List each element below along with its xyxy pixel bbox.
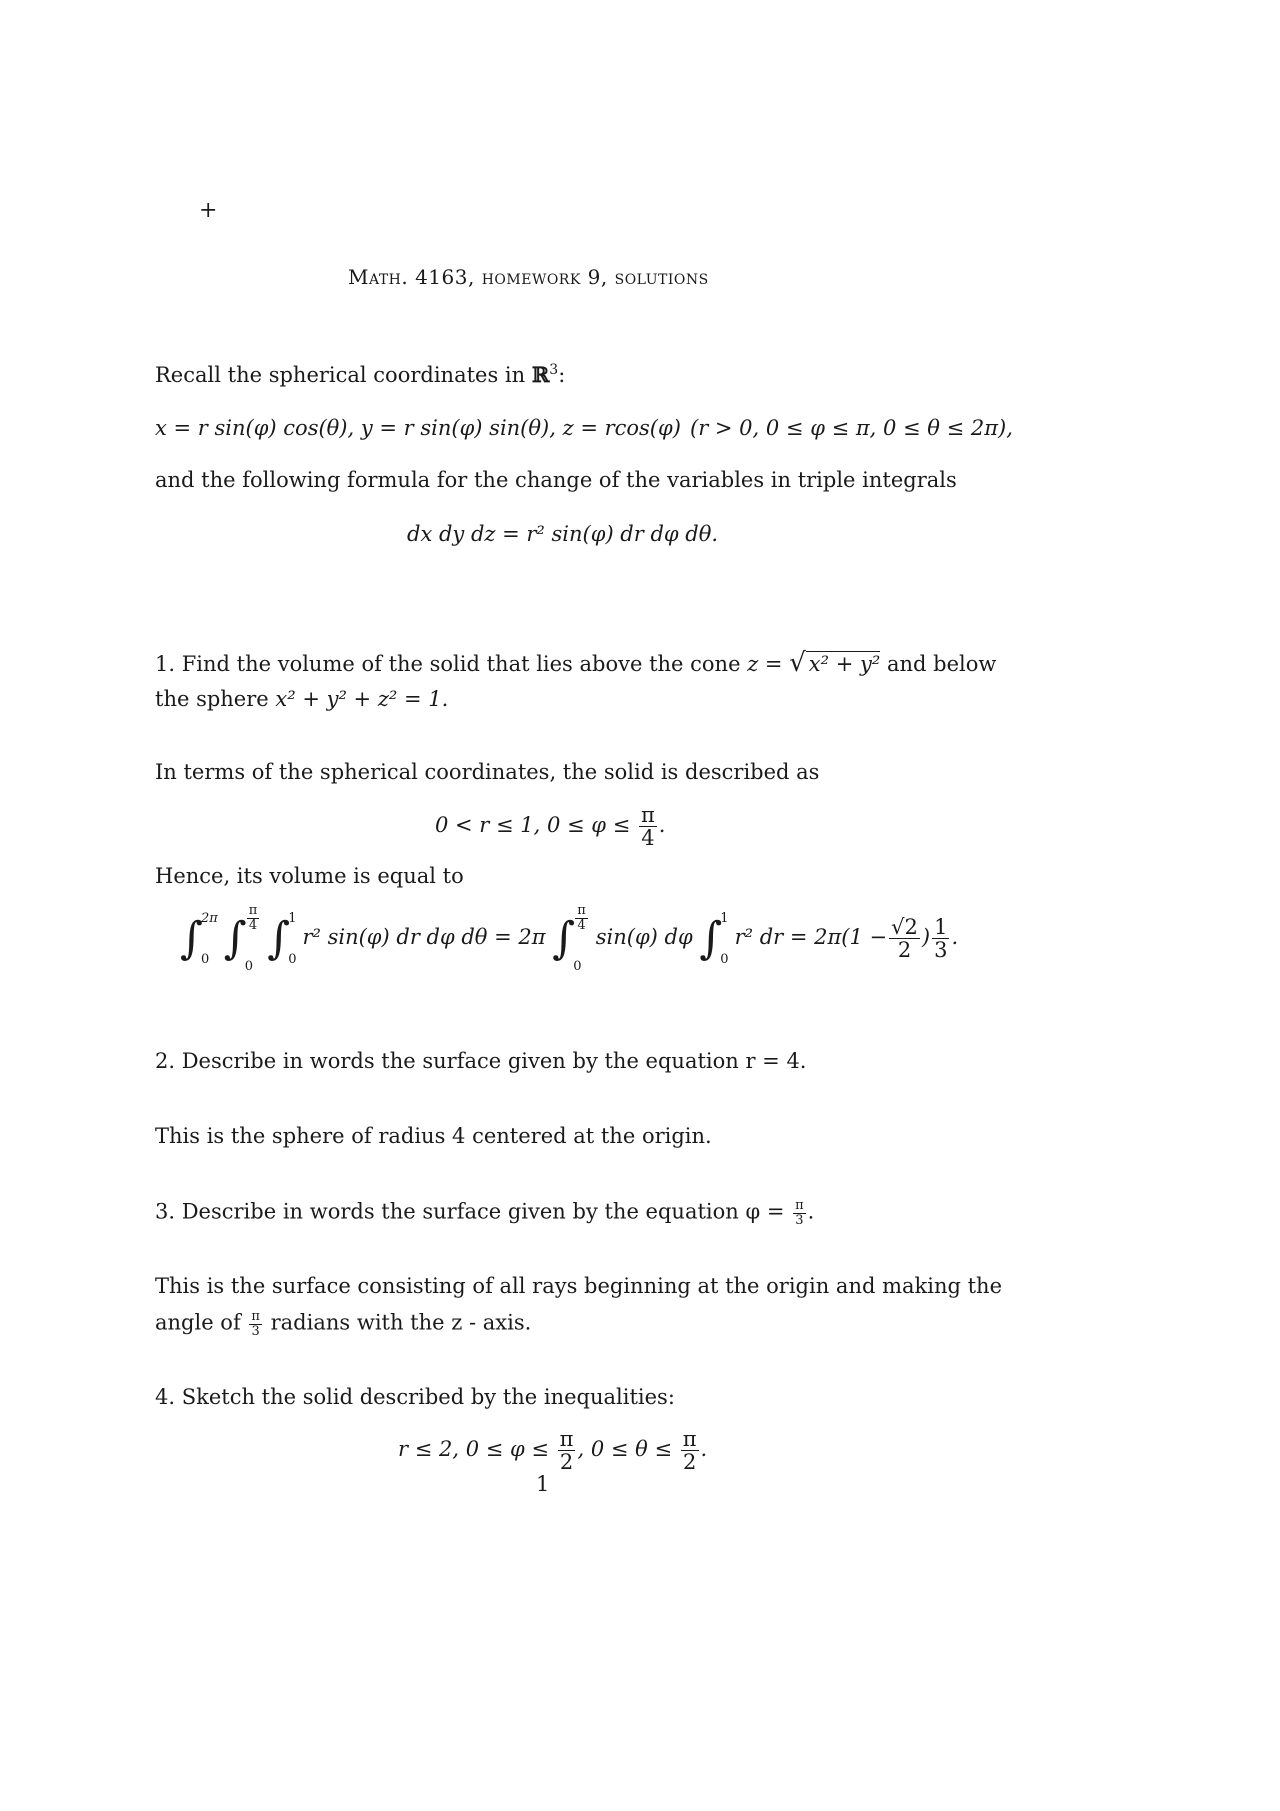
- int2-upper-num: π: [248, 902, 258, 918]
- problem1-volume-intro: Hence, its volume is equal to: [155, 864, 464, 888]
- page-number: 1: [536, 1472, 550, 1496]
- intro-colon: :: [558, 363, 566, 387]
- integrand3: r² dr = 2π(1 −: [734, 925, 888, 949]
- coordinate-equations: [155, 416, 681, 440]
- ineq-den1: 2: [559, 1450, 574, 1475]
- cone-radicand: x² + y²: [806, 651, 881, 676]
- problem3-num: π: [795, 1198, 804, 1213]
- ineq-a: r ≤ 2, 0 ≤ φ ≤: [398, 1437, 556, 1462]
- integral-sign-icon: ∫: [552, 912, 576, 964]
- problem1-text-b: and below: [880, 652, 997, 676]
- result-num2: 1: [934, 914, 948, 939]
- result-num: √2: [891, 914, 918, 939]
- result-den2: 3: [934, 938, 948, 962]
- ineq-fraction1: [558, 1428, 576, 1473]
- cone-lhs: z =: [747, 652, 790, 676]
- sphere-equation: x² + y² + z² = 1.: [275, 687, 449, 711]
- region-lhs: 0 < r ≤ 1, 0 ≤ φ ≤: [435, 813, 637, 838]
- ineq-end: .: [700, 1437, 708, 1462]
- result-mid: ): [921, 925, 931, 949]
- integral-sign-icon: ∫: [267, 912, 291, 964]
- int5-limits: [720, 910, 729, 967]
- int3-limits: [288, 910, 297, 967]
- change-of-variables-formula: dx dy dz = r² sin(φ) dr dφ dθ.: [407, 522, 719, 546]
- int5-lower: 0: [720, 951, 729, 967]
- problem3-answer-line1: This is the surface consisting of all rays beginning at the origin and making the: [155, 1274, 1002, 1298]
- problem1-text-a: 1. Find the volume of the solid that lies above the cone: [155, 652, 748, 676]
- problem4-statement: 4. Sketch the solid described by the inequalities:: [155, 1385, 675, 1409]
- problem3-answer-fraction: [249, 1310, 262, 1338]
- int3-upper: 1: [288, 910, 297, 926]
- int5-upper: 1: [720, 910, 729, 926]
- problem3-text: 3. Describe in words the surface given by the equation φ =: [155, 1199, 792, 1224]
- result-fraction2: [932, 916, 949, 961]
- result-den: 2: [897, 938, 912, 962]
- ineq-den2: 2: [682, 1450, 697, 1475]
- problem2-statement: 2. Describe in words the surface given by the equation r = 4.: [155, 1049, 807, 1073]
- problem2-answer: This is the sphere of radius 4 centered at the origin.: [155, 1124, 712, 1148]
- int1-lower: 0: [200, 951, 210, 967]
- int1-limits: [200, 910, 218, 967]
- eq-x: x = r sin(φ) cos(θ),: [155, 416, 361, 440]
- int4-lower: 0: [573, 959, 582, 975]
- problem1-integral: [180, 902, 959, 975]
- int2-lower: 0: [244, 959, 253, 975]
- intro-recall: [155, 362, 565, 387]
- problem1-text-c: the sphere: [155, 687, 276, 711]
- int4-upper-frac: [575, 904, 588, 932]
- problem4-inequalities: [398, 1428, 707, 1473]
- region-fraction: [639, 804, 657, 849]
- problem3-fraction: [793, 1199, 806, 1227]
- ineq-num2: π: [682, 1427, 697, 1451]
- eq-y: y = r sin(φ) sin(θ),: [360, 416, 563, 440]
- ineq-fraction2: [681, 1428, 699, 1473]
- problem3-answer-b2: radians with the z - axis.: [263, 1310, 532, 1335]
- region-den: 4: [641, 826, 655, 851]
- coordinate-ranges: (r > 0, 0 ≤ φ ≤ π, 0 ≤ θ ≤ 2π),: [690, 416, 1013, 440]
- r3-symbol: ℝ: [531, 362, 550, 387]
- problem3-answer-line2: [155, 1310, 531, 1338]
- page-title: Math. 4163, homework 9, solutions: [348, 265, 709, 289]
- change-of-variables-text: and the following formula for the change of the variables in triple integrals: [155, 468, 957, 492]
- integral-sign-icon: ∫: [223, 912, 247, 964]
- problem1-statement-line1: [155, 648, 996, 678]
- integral-sign-icon: ∫: [180, 912, 203, 964]
- ineq-b: , 0 ≤ θ ≤: [577, 1437, 679, 1462]
- problem3-answer-den: 3: [251, 1323, 260, 1339]
- int2-upper-den: 4: [248, 917, 258, 933]
- region-end: .: [658, 813, 666, 838]
- integral-sign-icon: ∫: [699, 912, 723, 964]
- int2-limits: [244, 902, 262, 975]
- int4-upper-num: π: [577, 902, 586, 918]
- integrand2: sin(φ) dφ: [595, 925, 693, 949]
- ineq-num1: π: [559, 1427, 574, 1451]
- problem3-den: 3: [795, 1212, 804, 1228]
- problem3-answer-b1: angle of: [155, 1310, 248, 1335]
- int1-upper: 2π: [200, 910, 218, 926]
- region-num: π: [640, 803, 655, 827]
- problem1-region: [435, 804, 665, 849]
- result-fraction: [889, 916, 920, 961]
- sqrt-icon: √: [789, 648, 806, 678]
- r3-exponent: 3: [549, 362, 559, 378]
- int4-limits: [573, 902, 590, 975]
- integrand: r² sin(φ) dr dφ dθ = 2π: [302, 925, 546, 949]
- int3-lower: 0: [288, 951, 297, 967]
- intro-recall-text: Recall the spherical coordinates in: [155, 363, 532, 387]
- problem3-statement: [155, 1199, 814, 1227]
- problem3-end: .: [807, 1199, 815, 1224]
- problem3-answer-num: π: [251, 1309, 260, 1324]
- corner-mark: +: [199, 198, 218, 223]
- problem1-solution-intro: In terms of the spherical coordinates, the solid is described as: [155, 760, 820, 784]
- result-end: .: [951, 925, 959, 949]
- int4-upper-den: 4: [577, 917, 586, 933]
- int2-upper-frac: [247, 904, 260, 932]
- eq-z: z = rcos(φ): [562, 416, 681, 440]
- problem1-statement-line2: [155, 687, 448, 711]
